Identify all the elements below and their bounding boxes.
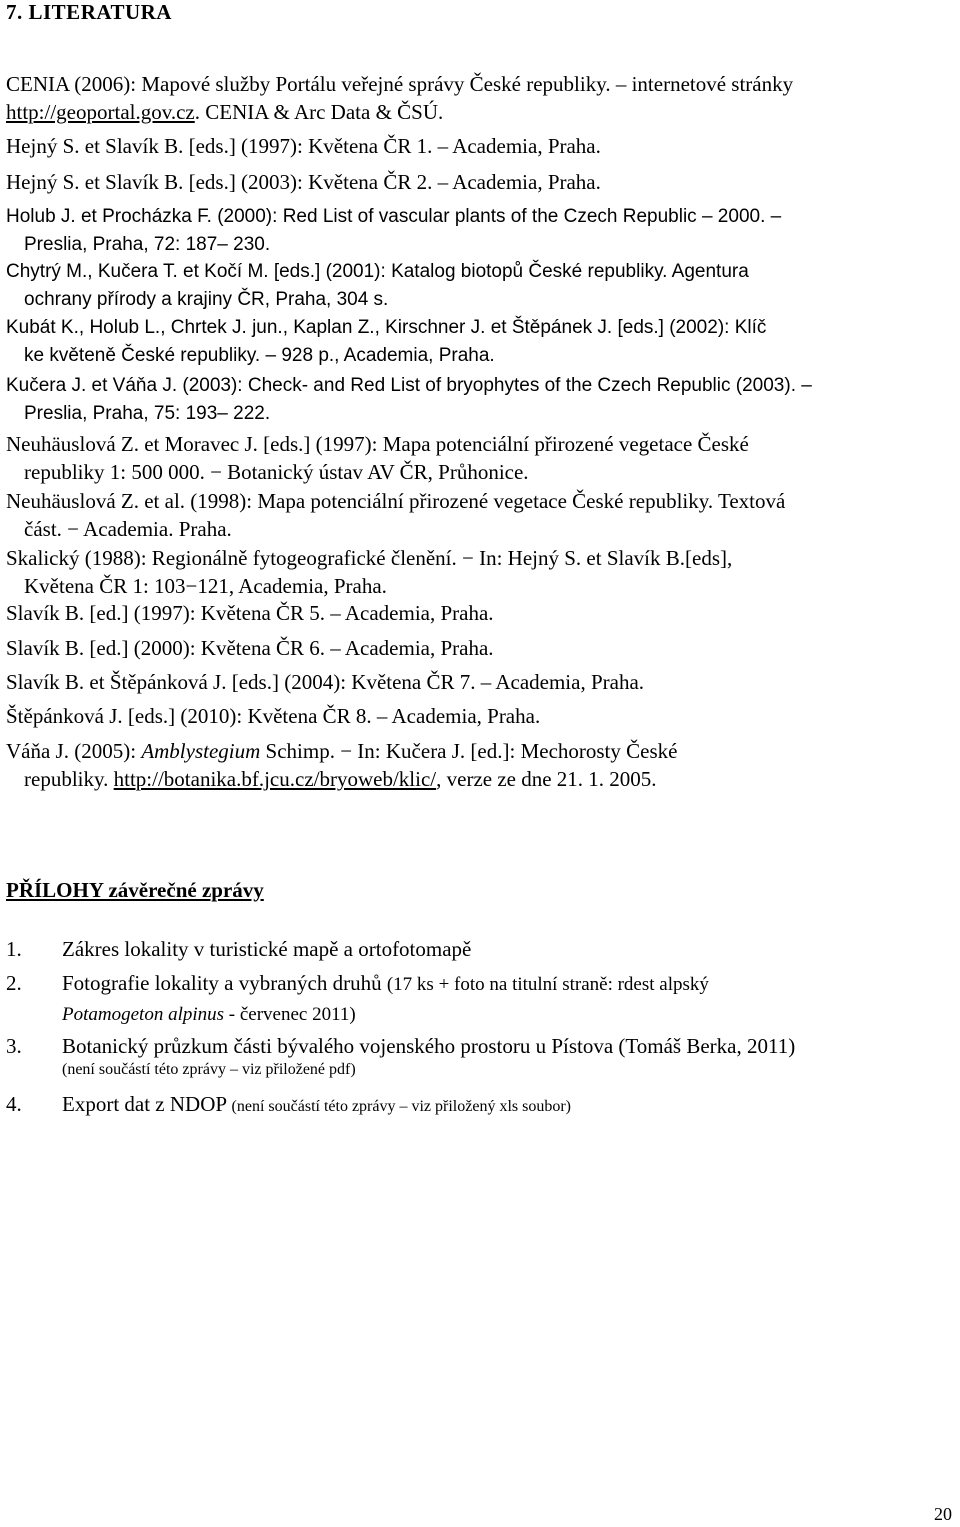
species-name: Potamogeton alpinus [62,1004,225,1025]
reference-chytry [6,258,749,314]
appendix-item-2: 2. Fotografie lokality a vybraných druhů (17 ks + foto na titulní straně: rdest alpský Potamogeton alpinus - červenec 2011) [6,971,709,1025]
reference-holub [6,203,781,259]
reference-line: ochrany přírody a krajiny ČR, Praha, 304 s. [24,289,389,310]
bryoweb-link[interactable]: http://botanika.bf.jcu.cz/bryoweb/klic/ [113,767,437,791]
reference-line: část. − Academia. Praha. [24,517,232,541]
reference-line: ke květeně České republiky. – 928 p., Academia, Praha. [24,345,495,366]
reference-line: Chytrý M., Kučera T. et Kočí M. [eds.] (2001): Katalog biotopů České republiky. Agentura [6,261,749,282]
reference-slavik-1997: Slavík B. [ed.] (1997): Květena ČR 5. – Academia, Praha. [6,601,494,625]
reference-line: Skalický (1988): Regionálně fytogeografické členění. − In: Hejný S. et Slavík B.[eds], [6,546,733,570]
appendix-note: (není součástí této zprávy – viz přiložené pdf) [62,1061,356,1078]
appendix-item-4: 4. Export dat z NDOP (není součástí této zprávy – viz přiložený xls soubor) [6,1092,571,1116]
reference-line: Kučera J. et Váňa J. (2003): Check- and Red List of bryophytes of the Czech Republic (2003). – [6,375,812,396]
reference-hejny-1997: Hejný S. et Slavík B. [eds.] (1997): Květena ČR 1. – Academia, Praha. [6,134,601,158]
reference-line: Květena ČR 1: 103−121, Academia, Praha. [24,574,387,598]
reference-line: Preslia, Praha, 75: 193– 222. [24,403,271,424]
section-heading: 7. LITERATURA [6,0,172,24]
reference-vana: Váňa J. (2005): Amblystegium Schimp. − In: Kučera J. [ed.]: Mechorosty České republiky. http://botanika.bf.jcu.cz/bryoweb/klic/, verze ze dne 21. 1. 2005. [6,739,678,791]
genus-name: Amblystegium [141,739,261,763]
reference-hejny-2003: Hejný S. et Slavík B. [eds.] (2003): Květena ČR 2. – Academia, Praha. [6,170,601,194]
reference-slavik-2004: Slavík B. et Štěpánková J. [eds.] (2004): Květena ČR 7. – Academia, Praha. [6,670,645,694]
appendix-heading: PŘÍLOHY závěrečné zprávy [6,878,264,902]
geoportal-link[interactable]: http://geoportal.gov.cz [6,100,195,124]
reference-line: Kubát K., Holub L., Chrtek J. jun., Kaplan Z., Kirschner J. et Štěpánek J. [eds.] (2002): Klíč [6,317,767,338]
appendix-note: (není součástí této zprávy – viz přiložený xls soubor) [231,1098,571,1115]
page-number: 20 [934,1504,952,1524]
reference-neuhauslova-1997 [6,430,749,486]
reference-line: Neuhäuslová Z. et al. (1998): Mapa potenciální přirozené vegetace České republiky. Textová [6,489,786,513]
reference-neuhauslova-1998 [6,487,785,543]
reference-kubat [6,314,766,370]
reference-line: . CENIA & Arc Data & ČSÚ. [194,100,444,124]
reference-line: Preslia, Praha, 72: 187– 230. [24,234,271,255]
appendix-item-3: 3. Botanický průzkum části bývalého vojenského prostoru u Pístova (Tomáš Berka, 2011) (není součástí této zprávy – viz přiložené pdf) [6,1034,796,1078]
reference-skalicky [6,544,732,600]
reference-kucera [6,372,812,428]
reference-stepankova: Štěpánková J. [eds.] (2010): Květena ČR 8. – Academia, Praha. [6,704,541,728]
appendix-item-1: 1. Zákres lokality v turistické mapě a ortofotomapě [6,937,472,961]
reference-line: Neuhäuslová Z. et Moravec J. [eds.] (1997): Mapa potenciální přirozené vegetace České [6,432,749,456]
reference-slavik-2000: Slavík B. [ed.] (2000): Květena ČR 6. – Academia, Praha. [6,636,494,660]
reference-line: republiky 1: 500 000. − Botanický ústav AV ČR, Průhonice. [24,460,529,484]
reference-line: Holub J. et Procházka F. (2000): Red List of vascular plants of the Czech Republic – 2000. – [6,206,782,227]
reference-cenia [6,70,793,126]
reference-line: CENIA (2006): Mapové služby Portálu veřejné správy České republiky. – internetové stránky [6,72,794,96]
